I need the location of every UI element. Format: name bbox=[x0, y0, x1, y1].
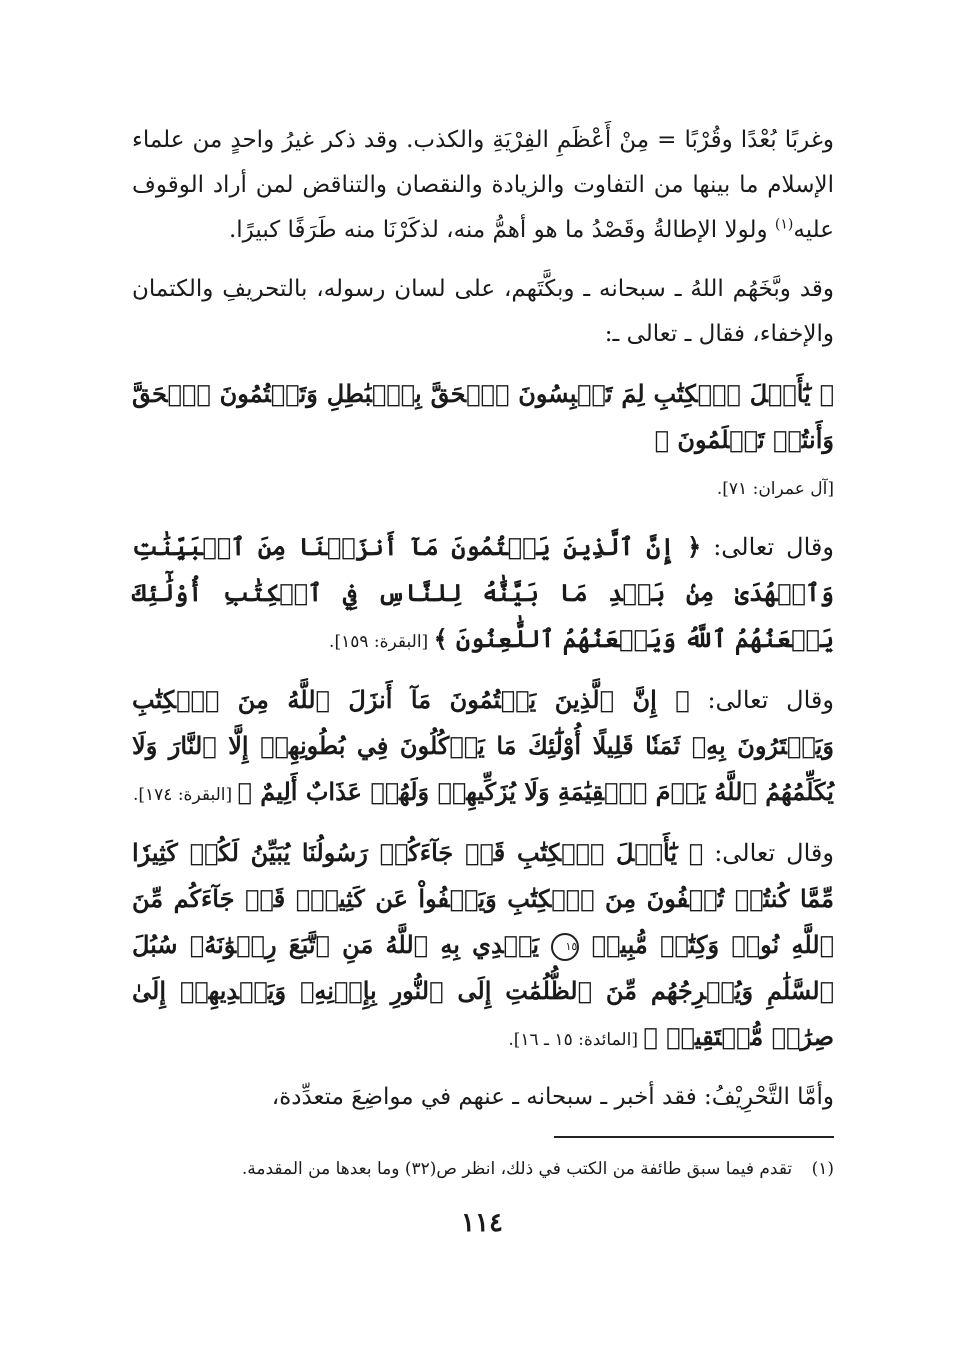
verse-reference: [البقرة: ١٧٤]. bbox=[132, 785, 238, 805]
page-number: ١١٤ bbox=[461, 1208, 503, 1238]
verse-text: ﴿ إِنَّ ٱلَّذِينَ يَكۡتُمُونَ مَآ أَنزَلۡنَا مِنَ ٱلۡبَيِّنَٰتِ وَٱلۡهُدَىٰ مِنۢ بَعۡدِ مَا بَيَّنَّٰهُ لِلنَّاسِ فِي ٱلۡكِتَٰبِ أُوْلَٰٓئِكَ يَلۡعَنُهُمُ ٱللَّهُ وَيَلۡعَنُهُمُ ٱللَّٰعِنُونَ ﴾ bbox=[132, 532, 834, 653]
verse-reference: [البقرة: ١٥٩]. bbox=[329, 632, 434, 652]
footnote bbox=[150, 1155, 834, 1183]
verse-intro: وقال تعالى: bbox=[701, 533, 834, 561]
paragraph-2: وقد وبَّخَهُم اللهُ ـ سبحانه ـ وبكَّتَهم، على لسان رسوله، بالتحريفِ والكتمان والإخفاء، فقال ـ تعالى ـ: bbox=[132, 276, 834, 347]
paragraph-1-text: وغربًا بُعْدًا وقُرْبًا = مِنْ أَعْظَمِ الفِرْيَةِ والكذب. وقد ذكر غيرُ واحدٍ من علماء الإسلام ما بينها من التفاوت والزيادة والنقصان والتناقض لمن أراد الوقوف عليه bbox=[132, 127, 834, 243]
verse-text-part-1: ﴿ يَٰٓأَهۡلَ ٱلۡكِتَٰبِ قَدۡ جَآءَكُمۡ رَسُولُنَا يُبَيِّنُ لَكُمۡ كَثِيرٗا مِّمَّا كُنتُمۡ تُخۡفُونَ مِنَ ٱلۡكِتَٰبِ وَيَعۡفُواْ عَن كَثِيرٖۚ قَدۡ جَآءَكُم مِّنَ ٱللَّهِ نُورٞ وَكِتَٰبٞ مُّبِينٞ bbox=[132, 838, 834, 959]
quran-verse-al-imran bbox=[132, 371, 834, 512]
quran-verse-baqarah-174 bbox=[132, 677, 834, 818]
footnote-reference[interactable]: (١) bbox=[774, 216, 794, 233]
quran-verse-baqarah-159 bbox=[132, 524, 834, 665]
verse-text: ﴿ يَٰٓأَهۡلَ ٱلۡكِتَٰبِ لِمَ تَلۡبِسُونَ ٱلۡحَقَّ بِٱلۡبَٰطِلِ وَتَكۡتُمُونَ ٱلۡحَقَّ وَأَنتُمۡ تَعۡلَمُونَ ﴾ bbox=[132, 379, 834, 454]
verse-text: ﴿ إِنَّ ٱلَّذِينَ يَكۡتُمُونَ مَآ أَنزَلَ ٱللَّهُ مِنَ ٱلۡكِتَٰبِ وَيَشۡتَرُونَ بِهِۦ ثَمَنٗا قَلِيلًا أُوْلَٰٓئِكَ مَا يَأۡكُلُونَ فِي بُطُونِهِمۡ إِلَّا ٱلنَّارَ وَلَا يُكَلِّمُهُمُ ٱللَّهُ يَوۡمَ ٱلۡقِيَٰمَةِ وَلَا يُزَكِّيهِمۡ وَلَهُمۡ عَذَابٌ أَلِيمٌ ﴾ bbox=[132, 685, 834, 806]
page-body bbox=[132, 118, 834, 1134]
verse-text-part-2: يَهۡدِي بِهِ ٱللَّهُ مَنِ ٱتَّبَعَ رِضۡوَٰنَهُۥ سُبُلَ ٱلسَّلَٰمِ وَيُخۡرِجُهُم مِّنَ ٱلظُّلُمَٰتِ إِلَى ٱلنُّورِ بِإِذۡنِهِۦ وَيَهۡدِيهِمۡ إِلَىٰ صِرَٰطٖ مُّسۡتَقِيمٖ ﴾ bbox=[132, 930, 834, 1051]
verse-reference: [آل عمران: ٧١]. bbox=[716, 479, 834, 499]
footnote-divider bbox=[554, 1136, 834, 1138]
verse-intro: وقال تعالى: bbox=[703, 839, 834, 867]
verse-reference: [المائدة: ١٥ ـ ١٦]. bbox=[508, 1030, 644, 1050]
ayah-number-marker: ١٥ bbox=[551, 933, 579, 961]
quran-verse-maidah-15-16 bbox=[132, 830, 834, 1063]
paragraph-7: وأمَّا التَّحْرِيْفُ: فقد أخبر ـ سبحانه ـ عنهم في مواضِعَ متعدِّدة، bbox=[271, 1084, 834, 1110]
footnote-number: (١) bbox=[811, 1159, 834, 1179]
footnote-text: تقدم فيما سبق طائفة من الكتب في ذلك، انظر ص(٣٢) وما بعدها من المقدمة. bbox=[241, 1159, 793, 1179]
paragraph-1-tail: ولولا الإطالةُ وقَصْدُ ما هو أهمُّ منه، لذكَرْنَا منه طَرَفًا كبيرًا. bbox=[228, 217, 775, 243]
paragraph-1 bbox=[132, 118, 834, 253]
verse-intro: وقال تعالى: bbox=[689, 686, 834, 714]
